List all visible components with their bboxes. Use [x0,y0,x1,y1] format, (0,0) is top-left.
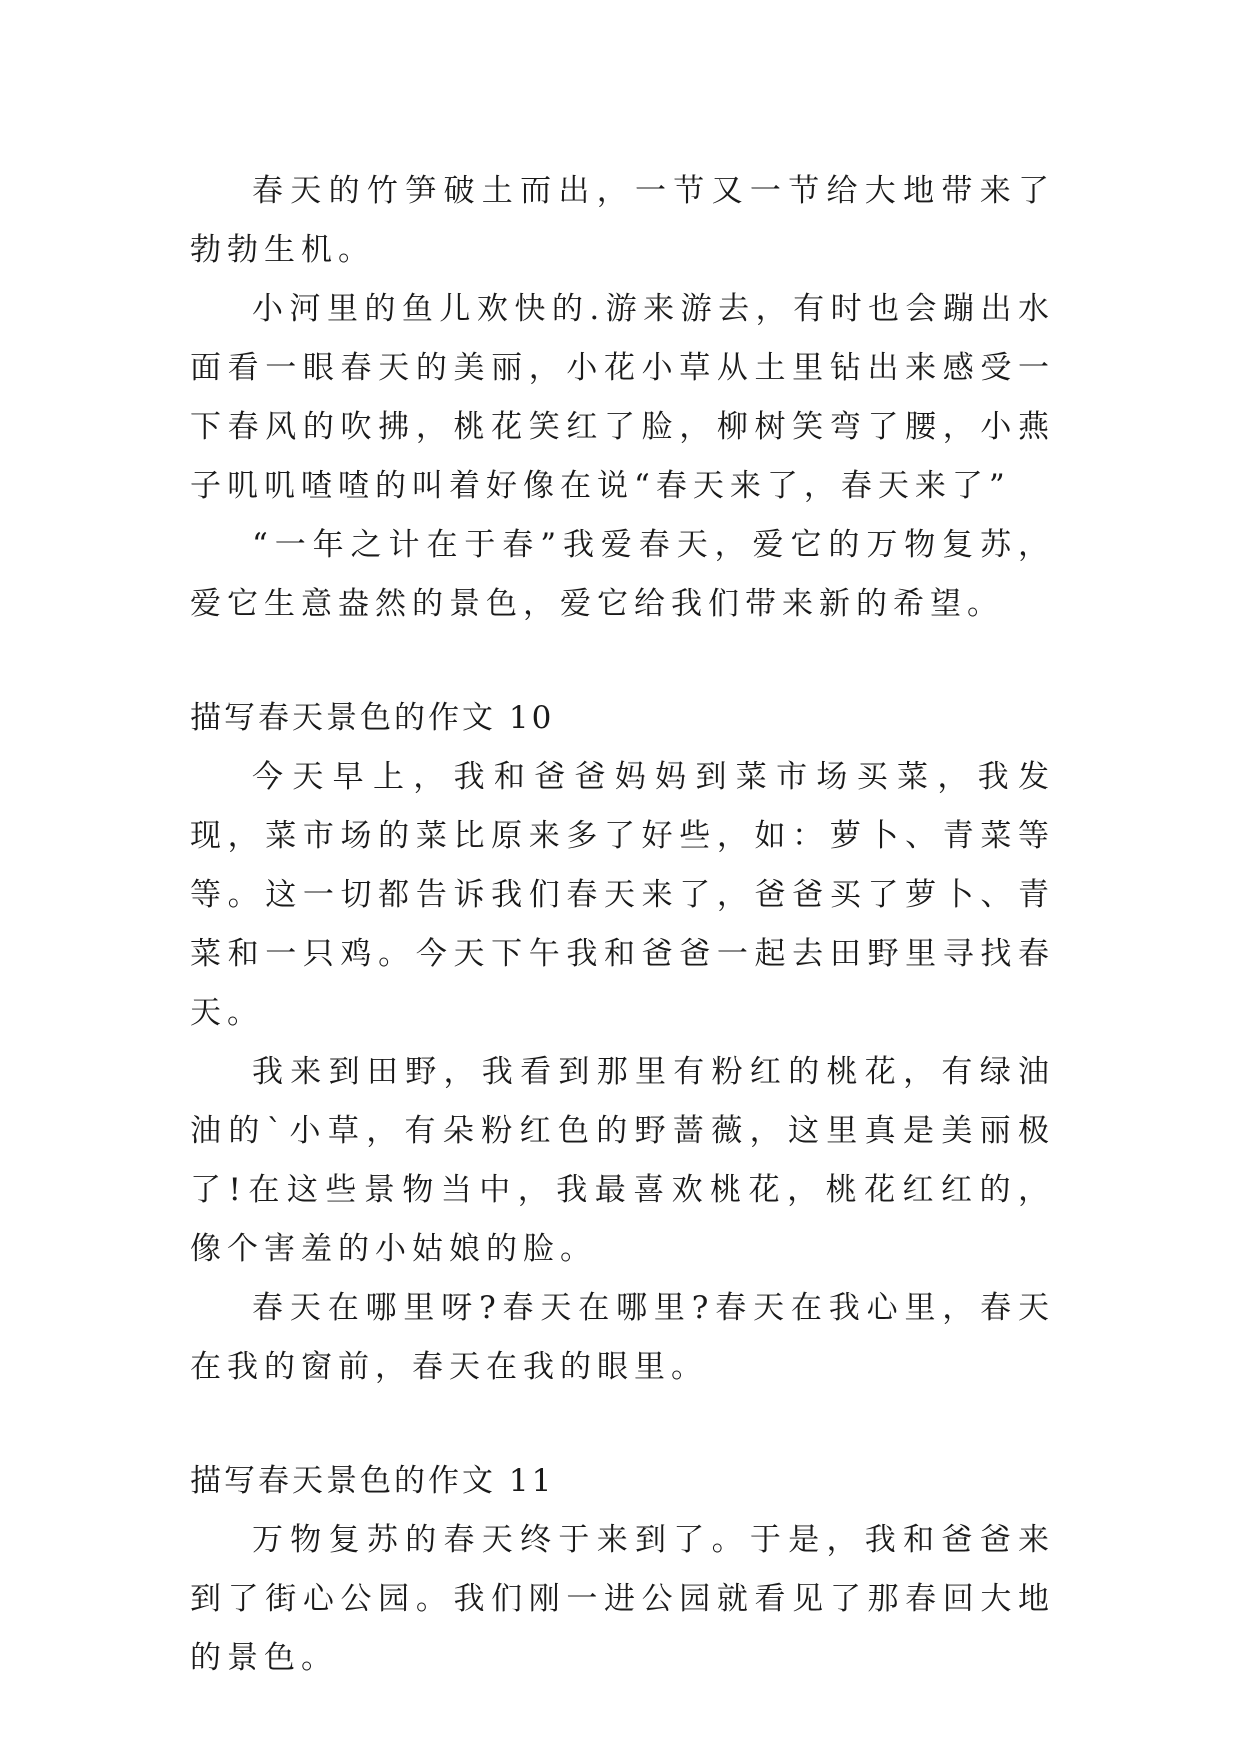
section-heading: 描写春天景色的作文 10 [190,700,555,736]
paragraph: “一年之计在于春”我爱春天，爱它的万物复苏，爱它生意盎然的景色，爱它给我们带来新的希望。 [190,527,1055,622]
paragraph: 万物复苏的春天终于来到了。于是，我和爸爸来到了街心公园。我们刚一进公园就看见了那春回大地的景色。 [190,1522,1055,1676]
paragraph: 春天在哪里呀?春天在哪里?春天在我心里，春天在我的窗前，春天在我的眼里。 [190,1290,1055,1385]
section-heading: 描写春天景色的作文 11 [190,1463,555,1499]
paragraph: 我来到田野，我看到那里有粉红的桃花，有绿油油的`小草，有朵粉红色的野蔷薇，这里真是美丽极了!在这些景物当中，我最喜欢桃花，桃花红红的，像个害羞的小姑娘的脸。 [190,1054,1055,1267]
paragraph: 春天的竹笋破土而出，一节又一节给大地带来了勃勃生机。 [190,173,1055,268]
paragraph: 今天早上，我和爸爸妈妈到菜市场买菜，我发现，菜市场的菜比原来多了好些，如：萝卜、青菜等等。这一切都告诉我们春天来了，爸爸买了萝卜、青菜和一只鸡。今天下午我和爸爸一起去田野里寻找春天。 [190,759,1055,1031]
document-body [190,162,1055,1688]
paragraph: 小河里的鱼儿欢快的.游来游去，有时也会蹦出水面看一眼春天的美丽，小花小草从土里钻出来感受一下春风的吹拂，桃花笑红了脸，柳树笑弯了腰，小燕子叽叽喳喳的叫着好像在说“春天来了，春天来了” [190,291,1055,504]
